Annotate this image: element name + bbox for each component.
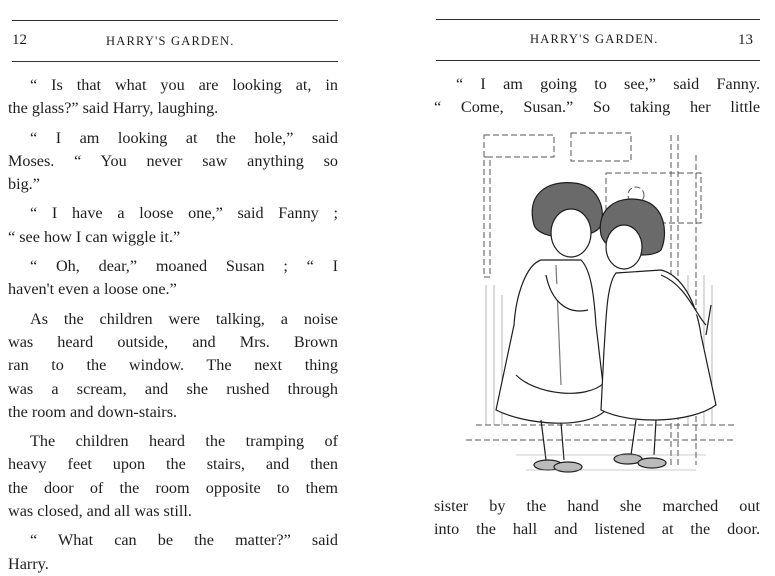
paragraph <box>8 202 338 249</box>
paragraph <box>8 127 338 197</box>
text-line: “ I have a loose one,” said Fanny ; <box>30 204 338 223</box>
illustration-two-girls <box>456 125 746 485</box>
right-page <box>388 0 775 569</box>
text-line: the glass?” said Harry, laughing. <box>8 99 219 118</box>
text-line: haven't even a loose one.” <box>8 280 177 299</box>
running-head: HARRY'S GARDEN. <box>106 34 235 48</box>
header-rule-bottom <box>12 61 338 62</box>
paragraph <box>8 430 338 523</box>
body-text-bottom <box>434 495 760 542</box>
text-line: Moses. “ You never saw anything so <box>8 151 338 170</box>
text-line: into the hall and listened at the door. <box>434 520 760 539</box>
text-line: was closed, and all was still. <box>8 502 192 521</box>
text-line: “ see how I can wiggle it.” <box>8 227 181 246</box>
running-head: HARRY'S GARDEN. <box>530 32 659 46</box>
header-rule-bottom <box>436 60 760 61</box>
text-line: “ I am looking at the hole,” said <box>30 128 338 147</box>
text-line: Harry. <box>8 554 49 573</box>
text-line: “ I am going to see,” said Fanny. <box>456 75 760 93</box>
text-line: “ Is that what you are looking at, in <box>30 76 338 94</box>
paragraph <box>8 74 338 121</box>
text-line: the room and down-stairs. <box>8 402 178 421</box>
paragraph <box>8 308 338 424</box>
text-line: As the children were talking, a noise <box>30 309 338 328</box>
text-line: The children heard the tramping of <box>30 432 338 451</box>
text-line: the door of the room opposite to them <box>8 478 338 497</box>
text-line: was heard outside, and Mrs. Brown <box>8 332 338 351</box>
body-text-top <box>434 73 760 120</box>
text-line: heavy feet upon the stairs, and then <box>8 455 338 474</box>
page-number: 13 <box>738 32 753 48</box>
text-line: “ Oh, dear,” moaned Susan ; “ I <box>30 257 338 276</box>
left-page <box>0 0 388 573</box>
text-line: “ Come, Susan.” So taking her little <box>434 98 760 117</box>
text-line: was a scream, and she rushed through <box>8 379 338 398</box>
text-line: sister by the hand she marched out <box>434 497 760 515</box>
paragraph <box>8 255 338 302</box>
header-rule-top <box>436 19 760 20</box>
page-number: 12 <box>12 32 27 48</box>
text-line: ran to the window. The next thing <box>8 356 338 375</box>
header-rule-top <box>12 20 338 21</box>
text-line: big.” <box>8 175 40 194</box>
body-text <box>8 74 338 576</box>
text-line: “ What can be the matter?” said <box>30 531 338 550</box>
